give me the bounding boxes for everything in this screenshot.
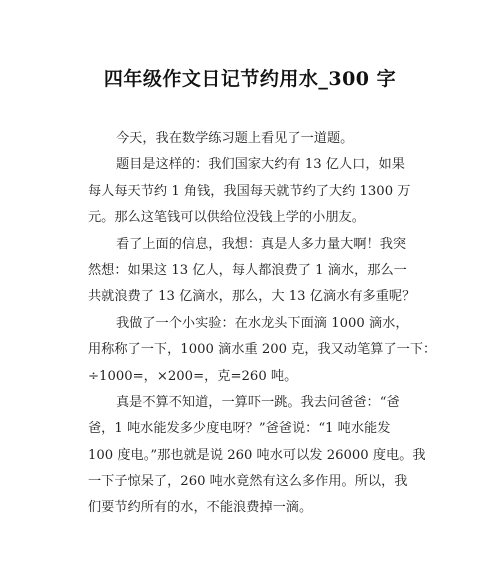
text-line: 100 度电。”那也就是说 260 吨水可以发 26000 度电。我	[88, 447, 426, 463]
text-line: 看了上面的信息，我想：真是人多力量大啊！我突	[116, 236, 407, 252]
text-line: ÷1000=，×200=，克=260 吨。	[88, 368, 298, 384]
text-line: 一下子惊呆了，260 吨水竟然有这么多作用。所以，我	[88, 474, 408, 490]
text-line: 真是不算不知道，一算吓一跳。我去问爸爸：“爸	[116, 394, 400, 410]
text-line: 爸，1 吨水能发多少度电呀？”爸爸说：“1 吨水能发	[88, 421, 391, 437]
text-line: 我做了一个小实验：在水龙头下面滴 1000 滴水，	[116, 315, 409, 331]
text-line: 元。那么这笔钱可以供给位没钱上学的小朋友。	[88, 210, 365, 226]
text-line: 今天，我在数学练习题上看见了一道题。	[116, 131, 354, 146]
text-line: 每人每天节约 1 角钱，我国每天就节约了大约 1300 万	[88, 183, 411, 199]
text-line: 们要节约所有的水，不能浪费掉一滴。	[88, 500, 313, 516]
text-line: 用称称了一下，1000 滴水重 200 克，我又动笔算了一下：	[88, 342, 437, 358]
document-title: 四年级作文日记节约用水_300 字	[103, 68, 397, 90]
document-body	[88, 126, 437, 522]
text-line: 题目是这样的：我们国家大约有 13 亿人口，如果	[116, 157, 405, 173]
text-line: 然想：如果这 13 亿人，每人都浪费了 1 滴水，那么一	[88, 262, 407, 278]
text-line: 共就浪费了 13 亿滴水，那么，大 13 亿滴水有多重呢？	[88, 289, 416, 305]
